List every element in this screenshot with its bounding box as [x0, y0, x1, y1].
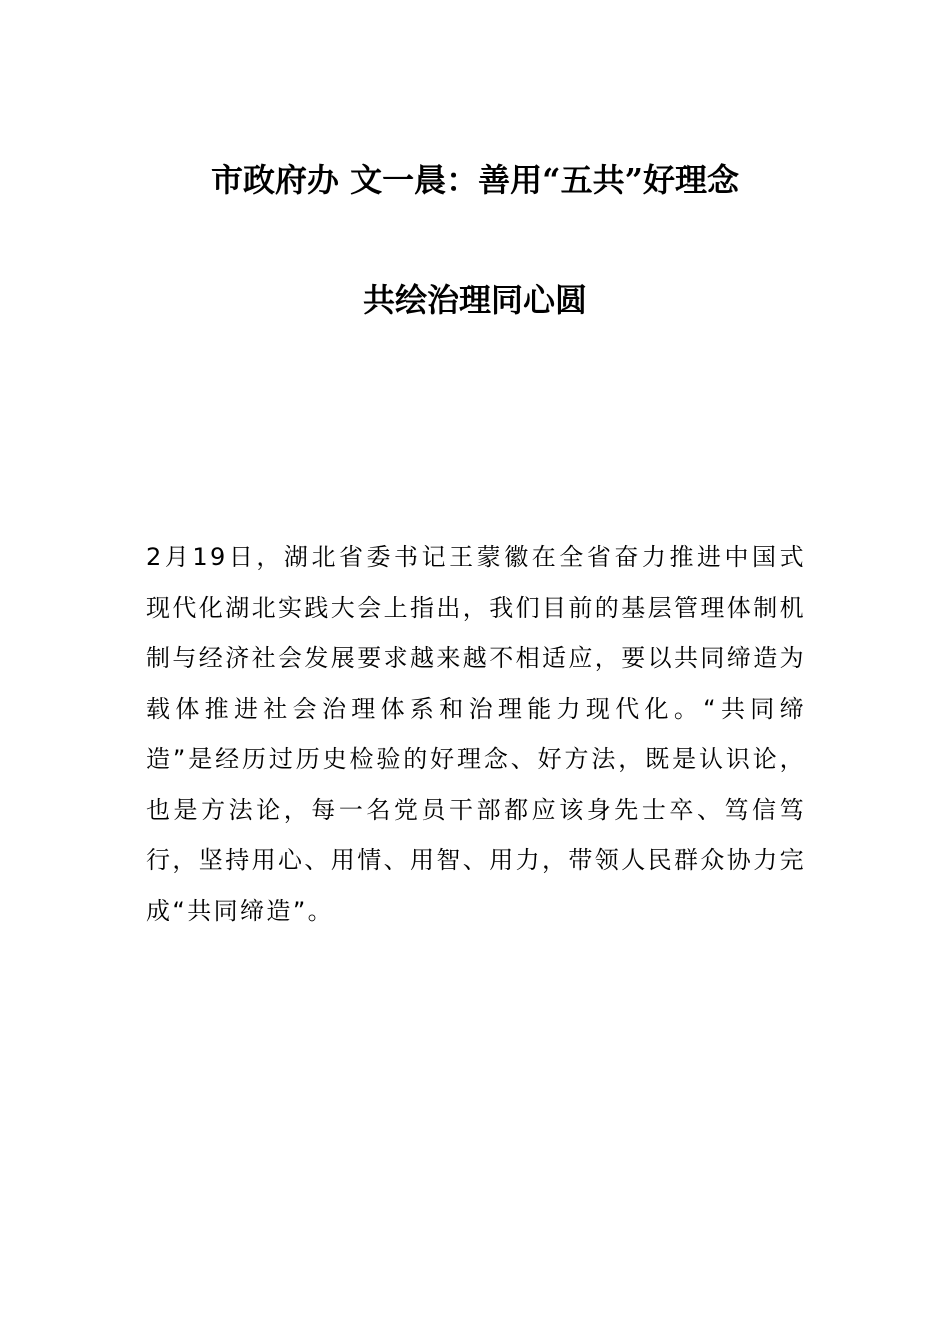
body-paragraph: 2月19日，湖北省委书记王蒙徽在全省奋力推进中国式现代化湖北实践大会上指出，我们目前的基层管理体制机制与经济社会发展要求越来越不相适应，要以共同缔造为载体推进社会治理体系和治理能力现代化。“共同缔造”是经历过历史检验的好理念、好方法，既是认识论，也是方法论，每一名党员干部都应该身先士卒、笃信笃行，坚持用心、用情、用智、用力，带领人民群众协力完成“共同缔造”。: [146, 543, 806, 925]
document-title-line-1: 市政府办 文一晨：善用“五共”好理念: [211, 161, 739, 199]
document-title-line-2: 共绘治理同心圆: [362, 281, 587, 319]
